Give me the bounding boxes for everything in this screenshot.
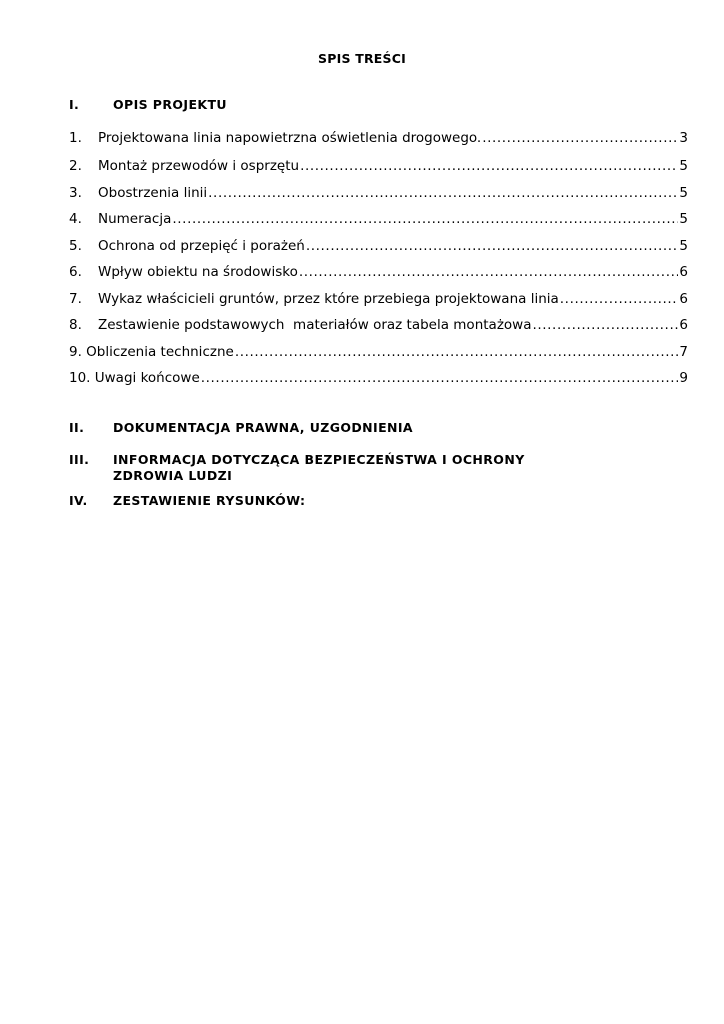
toc-label: 10. Uwagi końcowe (69, 370, 200, 386)
toc-number: 4. (69, 211, 82, 227)
toc-leader (235, 343, 679, 361)
toc-page-number: 5 (679, 158, 688, 174)
toc-number: 2. (69, 158, 82, 174)
toc-number: 3. (69, 185, 82, 201)
toc-leader (299, 263, 679, 281)
toc-entry-7[interactable] (69, 290, 688, 308)
toc-label: Projektowana linia napowietrzna oświetlenia drogowego. (98, 130, 482, 146)
toc-label: Ochrona od przepięć i porażeń (98, 238, 305, 254)
toc-entry-8[interactable] (69, 316, 688, 334)
section-title: OPIS PROJEKTU (113, 97, 227, 112)
toc-leader (560, 290, 679, 308)
toc-entry-10[interactable] (69, 369, 688, 387)
toc-label: Zestawienie podstawowych materiałów oraz tabela montażowa (98, 317, 532, 333)
toc-page-number: 5 (679, 238, 688, 254)
toc-entry-5[interactable] (69, 237, 688, 255)
toc-page-number: 5 (679, 185, 688, 201)
section-title: DOKUMENTACJA PRAWNA, UZGODNIENIA (113, 420, 414, 435)
section-number: I. (69, 97, 80, 112)
toc-page-number: 5 (679, 211, 688, 227)
toc-entry-6[interactable] (69, 263, 688, 281)
toc-label: Montaż przewodów i osprzętu (98, 158, 300, 174)
toc-number: 1. (69, 130, 82, 146)
toc-number: 7. (69, 291, 82, 307)
toc-number: 6. (69, 264, 82, 280)
toc-label: Wpływ obiektu na środowisko (98, 264, 298, 280)
toc-leader (172, 210, 678, 228)
toc-leader (532, 316, 678, 334)
toc-page-number: 7 (679, 344, 688, 360)
page-title: SPIS TREŚCI (318, 51, 406, 66)
toc-label: Wykaz właścicieli gruntów, przez które przebiega projektowana linia (98, 291, 559, 307)
toc-entry-2[interactable] (69, 157, 688, 175)
toc-number: 5. (69, 238, 82, 254)
toc-label: 9. Obliczenia techniczne (69, 344, 234, 360)
section-title: ZESTAWIENIE RYSUNKÓW: (113, 493, 306, 508)
section-title-line-2: ZDROWIA LUDZI (113, 468, 233, 483)
toc-page-number: 6 (679, 317, 688, 333)
toc-leader (201, 369, 679, 387)
toc-leader (208, 184, 678, 202)
section-number: II. (69, 420, 85, 435)
toc-page-number: 3 (679, 130, 688, 146)
toc-leader (300, 157, 678, 175)
toc-entry-1[interactable] (69, 129, 688, 147)
toc-label: Obostrzenia linii (98, 185, 208, 201)
toc-leader (306, 237, 679, 255)
section-title-line-1: INFORMACJA DOTYCZĄCA BEZPIECZEŃSTWA I OCHRONY (113, 452, 525, 467)
toc-leader (482, 129, 678, 147)
section-number: IV. (69, 493, 88, 508)
toc-page-number: 9 (679, 370, 688, 386)
toc-entry-4[interactable] (69, 210, 688, 228)
section-number: III. (69, 452, 90, 467)
toc-entry-3[interactable] (69, 184, 688, 202)
toc-entry-9[interactable] (69, 343, 688, 361)
toc-page-number: 6 (679, 291, 688, 307)
toc-page-number: 6 (679, 264, 688, 280)
toc-number: 8. (69, 317, 82, 333)
toc-label: Numeracja (98, 211, 172, 227)
